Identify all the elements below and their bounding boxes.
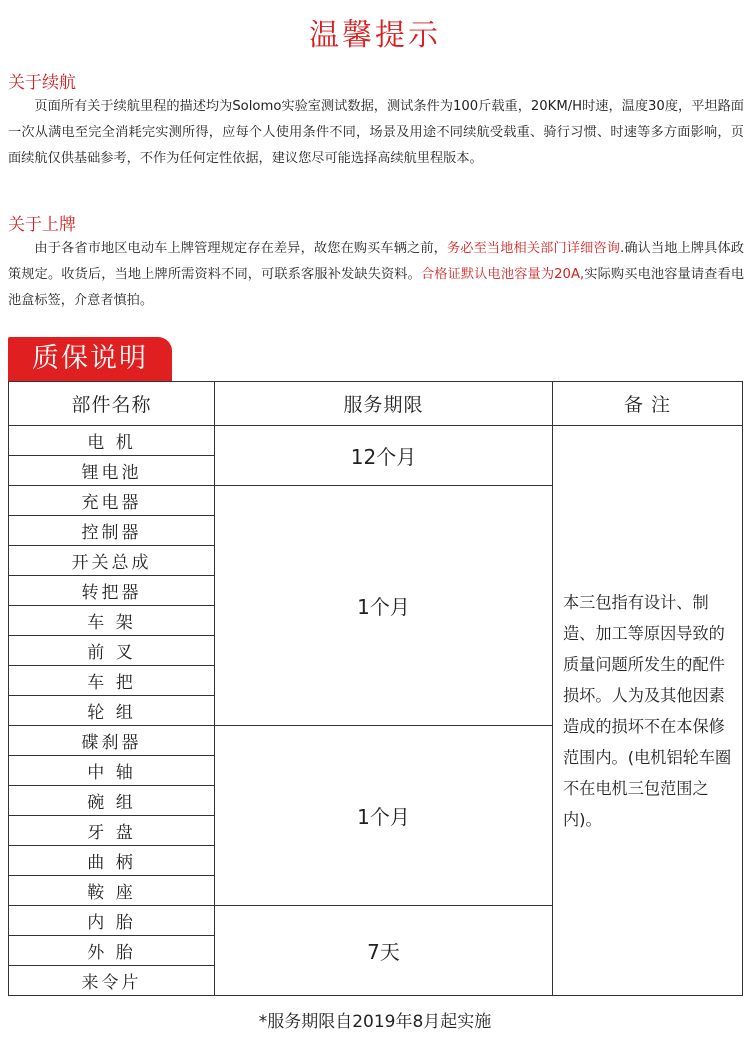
part-name: 控制器 [9, 516, 215, 546]
remark-text: 本三包指有设计、制造、加工等原因导致的质量问题所发生的配件损坏。人为及其他因素造成的损坏不在本保修范围内。(电机铝轮车圈不在电机三包范围之内)。 [563, 592, 732, 829]
part-name: 前 叉 [9, 636, 215, 666]
part-name: 充电器 [9, 486, 215, 516]
footnote: *服务期限自2019年8月起实施 [258, 1012, 492, 1032]
service-period: 7天 [215, 906, 553, 996]
range-body: 页面所有关于续航里程的描述均为Solomo实验室测试数据，测试条件为100斤载重，20KM/H时速，温度30度，平坦路面一次从满电至完全消耗完实测所得，应每个人使用条件不同，场景及用途不同续航受载重、骑行习惯、时速等多方面影响，页面续航仅供基础参考，不作为任何定性依据，建议您尽可能选择高续航里程版本。 [8, 99, 744, 166]
warranty-banner: 质保说明 [8, 337, 172, 381]
license-consult-notice: 务必至当地相关部门详细咨询 [446, 241, 621, 256]
part-name: 转把器 [9, 576, 215, 606]
part-name: 内 胎 [9, 906, 215, 936]
service-period: 1个月 [215, 486, 553, 726]
remark-cell [553, 426, 743, 996]
part-name: 中 轴 [9, 756, 215, 786]
part-name: 鞍 座 [9, 876, 215, 906]
table-header-row [9, 382, 743, 426]
part-name: 车 把 [9, 666, 215, 696]
part-name: 曲 柄 [9, 846, 215, 876]
part-name: 来令片 [9, 966, 215, 996]
part-name: 碗 组 [9, 786, 215, 816]
service-period: 12个月 [215, 426, 553, 486]
battery-capacity-notice: 合格证默认电池容量为20A, [420, 267, 585, 282]
service-period: 1个月 [215, 726, 553, 906]
page-title: 温馨提示 [309, 18, 441, 53]
part-name: 开关总成 [9, 546, 215, 576]
license-body [8, 236, 744, 314]
part-name: 牙 盘 [9, 816, 215, 846]
license-heading: 关于上牌 [8, 215, 76, 235]
table-row [9, 426, 743, 456]
license-body-text: 由于各省市地区电动车上牌管理规定存在差异，故您在购买车辆之前， [34, 241, 447, 256]
header-part-name: 部件名称 [9, 382, 215, 426]
part-name: 车 架 [9, 606, 215, 636]
header-remark: 备 注 [553, 382, 743, 426]
header-service-period: 服务期限 [215, 382, 553, 426]
part-name: 锂电池 [9, 456, 215, 486]
part-name: 碟刹器 [9, 726, 215, 756]
part-name: 电 机 [9, 426, 215, 456]
part-name: 外 胎 [9, 936, 215, 966]
part-name: 轮 组 [9, 696, 215, 726]
license-body-text: .确认当地上牌具体政策规定。收货后，当地上牌所需资料不同，可联系客服补发缺失资料。 [8, 241, 744, 282]
range-heading: 关于续航 [8, 73, 76, 93]
license-body-text: 实际购买电池容量请查看电池盒标签，介意者慎拍。 [8, 267, 745, 308]
warranty-table [8, 381, 743, 996]
